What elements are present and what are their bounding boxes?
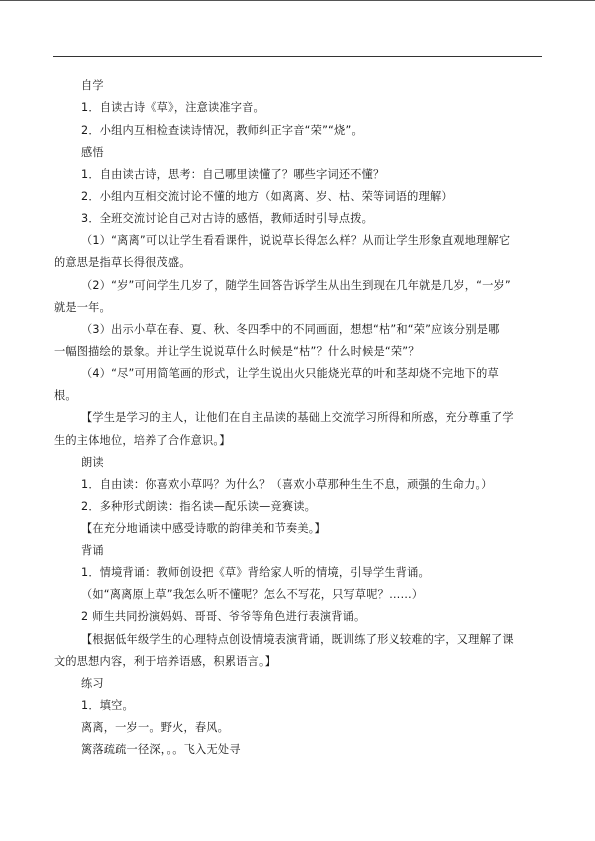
section-heading-langdu: 朗读	[81, 456, 104, 469]
paragraph-line: 2．小组内互相交流讨论不懂的地方（如离离、岁、枯、荣等词语的理解）	[81, 190, 453, 203]
paragraph-line: 2 师生共同扮演妈妈、哥哥、爷爷等角色进行表演背诵。	[81, 610, 366, 623]
paragraph-line: （4）“尽”可用简笔画的形式，让学生说出火只能烧光草的叶和茎却烧不完地下的草	[81, 367, 499, 380]
paragraph-line: 1．自由读：你喜欢小草吗？为什么？（喜欢小草那种生生不息，顽强的生命力。）	[81, 478, 493, 491]
commentary-line: 【根据低年级学生的心理特点创设情境表演背诵，既训练了形义较难的字，又理解了课	[81, 633, 514, 646]
paragraph-line: （如“离离原上草”我怎么听不懂呢？怎么不写花，只写草呢？……）	[81, 588, 424, 601]
paragraph-line: 3．全班交流讨论自己对古诗的感悟，教师适时引导点拨。	[81, 212, 374, 225]
section-heading-lianxi: 练习	[81, 677, 104, 690]
commentary-line: 【在充分地诵读中感受诗歌的韵律美和节奏美。】	[81, 522, 326, 535]
section-heading-beisong: 背诵	[81, 544, 104, 557]
paragraph-line: （3）出示小草在春、夏、秋、冬四季中的不同画面，想想“枯”和“荣”应该分别是哪	[81, 323, 500, 336]
paragraph-line: 根。	[54, 389, 77, 402]
paragraph-line: 离离，一岁一。野火，春风。	[81, 721, 230, 734]
paragraph-line: （2）“岁”可问学生几岁了，随学生回答告诉学生从出生到现在几年就是几岁，“一岁”	[81, 279, 511, 292]
commentary-line: 生的主体地位，培养了合作意识。】	[54, 434, 231, 447]
paragraph-line: 1．自读古诗《草》，注意读准字音。	[81, 101, 265, 114]
paragraph-line: 1．自由读古诗，思考：自己哪里读懂了？哪些字词还不懂？	[81, 168, 385, 181]
paragraph-line: 的意思是指草长得很茂盛。	[54, 256, 191, 269]
section-heading-zixue: 自学	[81, 79, 104, 92]
paragraph-line: 篱落疏疏一径深，。。飞入无处寻	[81, 743, 241, 756]
paragraph-line: 就是一年。	[54, 301, 111, 314]
paragraph-line: 2．多种形式朗读：指名读—配乐读—竞赛读。	[81, 500, 317, 513]
paragraph-line: 1．情境背诵：教师创设把《草》背给家人听的情境，引导学生背诵。	[81, 566, 430, 579]
page-top-border	[0, 0, 595, 1]
section-heading-ganwu: 感悟	[81, 146, 104, 159]
paragraph-line: （1）“离离”可以让学生看看课件，说说草长得怎么样？从而让学生形象直观地理解它	[81, 234, 511, 247]
paragraph-line: 1．填空。	[81, 699, 134, 712]
paragraph-line: 一幅图描绘的景象。并让学生说说草什么时候是“枯”？什么时候是“荣”？	[54, 345, 420, 358]
paragraph-line: 2．小组内互相检查读诗情况，教师纠正字音“荣”“烧”。	[81, 124, 363, 137]
header-rule	[53, 56, 542, 57]
commentary-line: 文的思想内容，利于培养语感，积累语言。】	[54, 655, 277, 668]
commentary-line: 【学生是学习的主人，让他们在自主品读的基础上交流学习所得和所惑，充分尊重了学	[81, 411, 514, 424]
